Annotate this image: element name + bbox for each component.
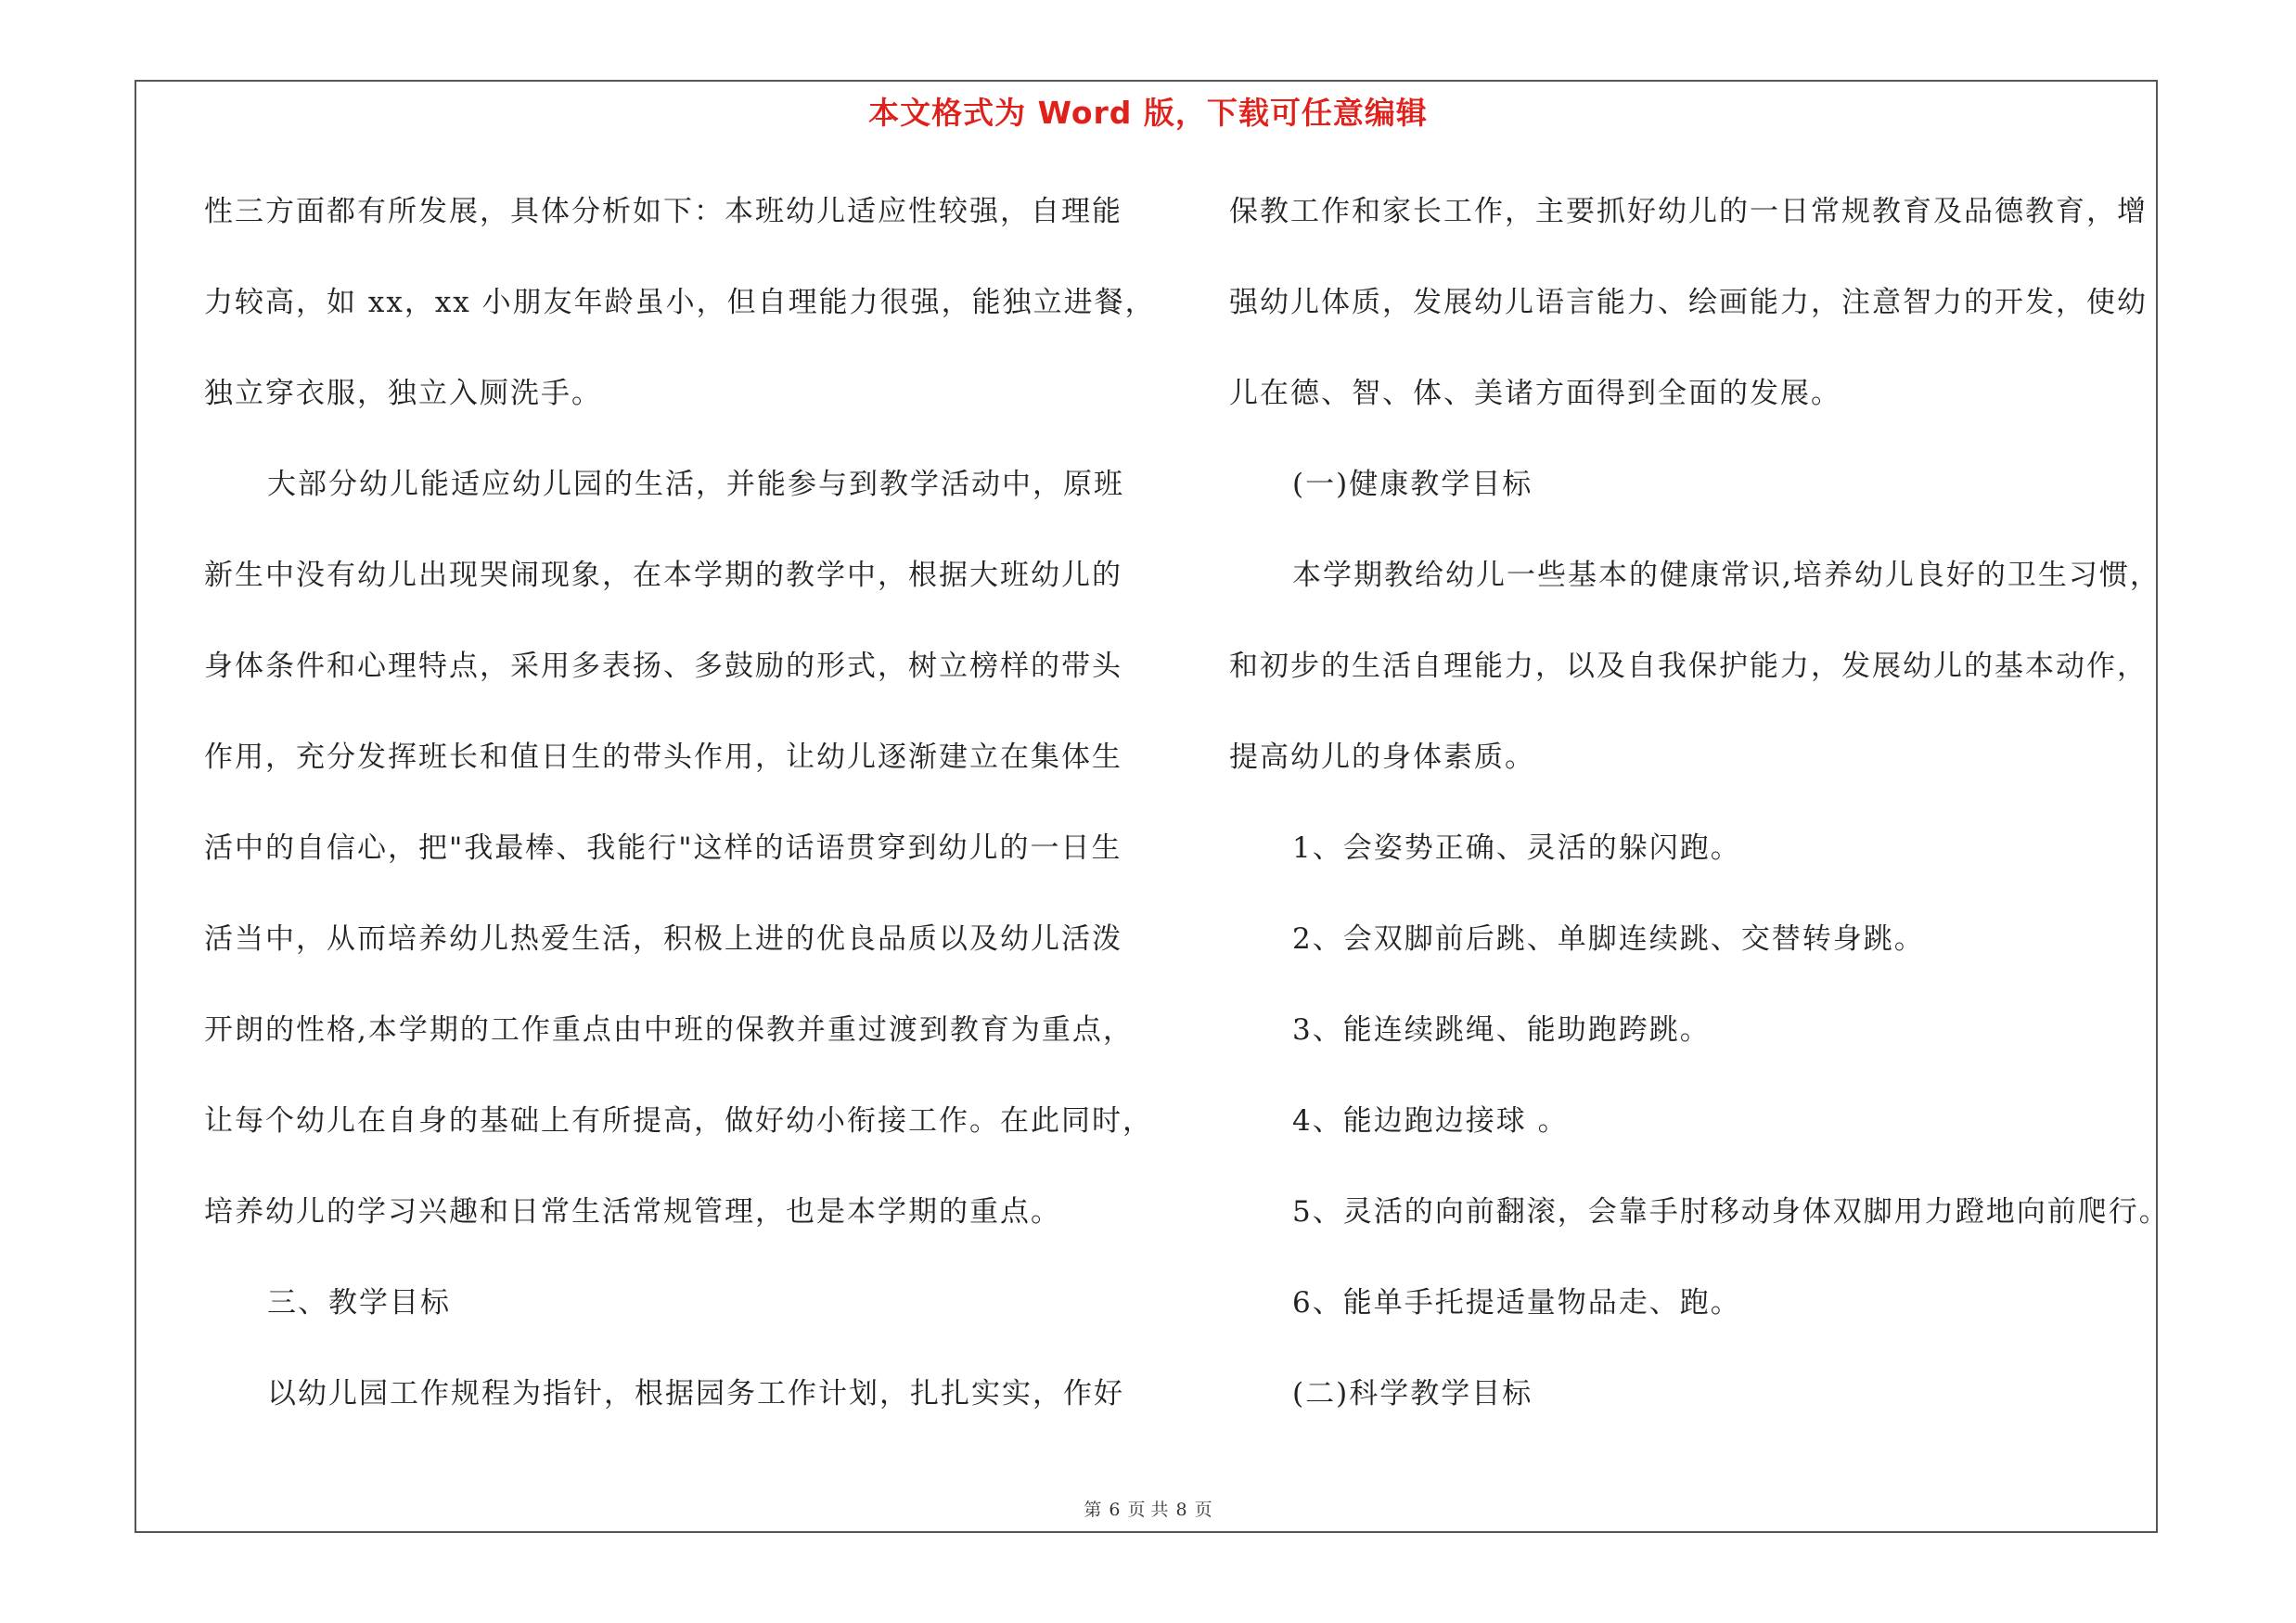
- text-line: 大部分幼儿能适应幼儿园的生活，并能参与到教学活动中，原班: [267, 468, 1124, 501]
- text-line: 1、会姿势正确、灵活的躲闪跑。: [1292, 831, 1741, 865]
- text-line: 开朗的性格,本学期的工作重点由中班的保教并重过渡到教育为重点，: [204, 1013, 1134, 1047]
- footer-middle: 页 共: [1127, 1500, 1169, 1520]
- format-banner: 本文格式为 Word 版，下载可任意编辑: [868, 95, 1428, 131]
- text-line: 独立穿衣服，独立入厕洗手。: [204, 377, 602, 410]
- text-line: 儿在德、智、体、美诸方面得到全面的发展。: [1229, 377, 1841, 410]
- text-line: 5、灵活的向前翻滚，会靠手肘移动身体双脚用力蹬地向前爬行。: [1292, 1195, 2170, 1229]
- text-line: 力较高，如 xx，xx 小朋友年龄虽小，但自理能力很强，能独立进餐，: [204, 286, 1156, 319]
- text-line: 4、能边跑边接球 。: [1292, 1104, 1569, 1138]
- text-line: 三、教学目标: [267, 1286, 451, 1320]
- text-line: 培养幼儿的学习兴趣和日常生活常规管理，也是本学期的重点。: [204, 1195, 1061, 1229]
- footer-current-page: 6: [1109, 1500, 1121, 1520]
- text-line: 身体条件和心理特点，采用多表扬、多鼓励的形式，树立榜样的带头: [204, 650, 1122, 683]
- text-line: 活中的自信心，把"我最棒、我能行"这样的话语贯穿到幼儿的一日生: [204, 831, 1122, 865]
- text-line: 强幼儿体质，发展幼儿语言能力、绘画能力，注意智力的开发，使幼: [1229, 286, 2148, 319]
- text-line: 提高幼儿的身体素质。: [1229, 741, 1535, 774]
- text-line: 活当中，从而培养幼儿热爱生活，积极上进的优良品质以及幼儿活泼: [204, 922, 1122, 956]
- text-line: 本学期教给幼儿一些基本的健康常识,培养幼儿良好的卫生习惯，: [1292, 559, 2161, 592]
- text-line: 2、会双脚前后跳、单脚连续跳、交替转身跳。: [1292, 922, 1925, 956]
- page-footer: [0, 1496, 2296, 1521]
- text-line: 作用，充分发挥班长和值日生的带头作用，让幼儿逐渐建立在集体生: [204, 741, 1122, 774]
- text-line: 6、能单手托提适量物品走、跑。: [1292, 1286, 1741, 1320]
- text-line: 新生中没有幼儿出现哭闹现象，在本学期的教学中，根据大班幼儿的: [204, 559, 1122, 592]
- right-column: [1229, 184, 2175, 1457]
- left-column: [204, 184, 1156, 1457]
- text-line: 以幼儿园工作规程为指针，根据园务工作计划，扎扎实实，作好: [267, 1377, 1124, 1410]
- text-line: 和初步的生活自理能力，以及自我保护能力，发展幼儿的基本动作，: [1229, 650, 2148, 683]
- text-line: (二)科学教学目标: [1292, 1377, 1533, 1410]
- text-line: 性三方面都有所发展，具体分析如下：本班幼儿适应性较强，自理能: [204, 195, 1122, 228]
- footer-suffix: 页: [1194, 1500, 1212, 1520]
- text-line: 保教工作和家长工作，主要抓好幼儿的一日常规教育及品德教育，增: [1229, 195, 2148, 228]
- text-line: 让每个幼儿在自身的基础上有所提高，做好幼小衔接工作。在此同时，: [204, 1104, 1153, 1138]
- text-line: (一)健康教学目标: [1292, 468, 1533, 501]
- footer-prefix: 第: [1084, 1500, 1102, 1520]
- text-line: 3、能连续跳绳、能助跑跨跳。: [1292, 1013, 1711, 1047]
- footer-total-pages: 8: [1175, 1500, 1187, 1520]
